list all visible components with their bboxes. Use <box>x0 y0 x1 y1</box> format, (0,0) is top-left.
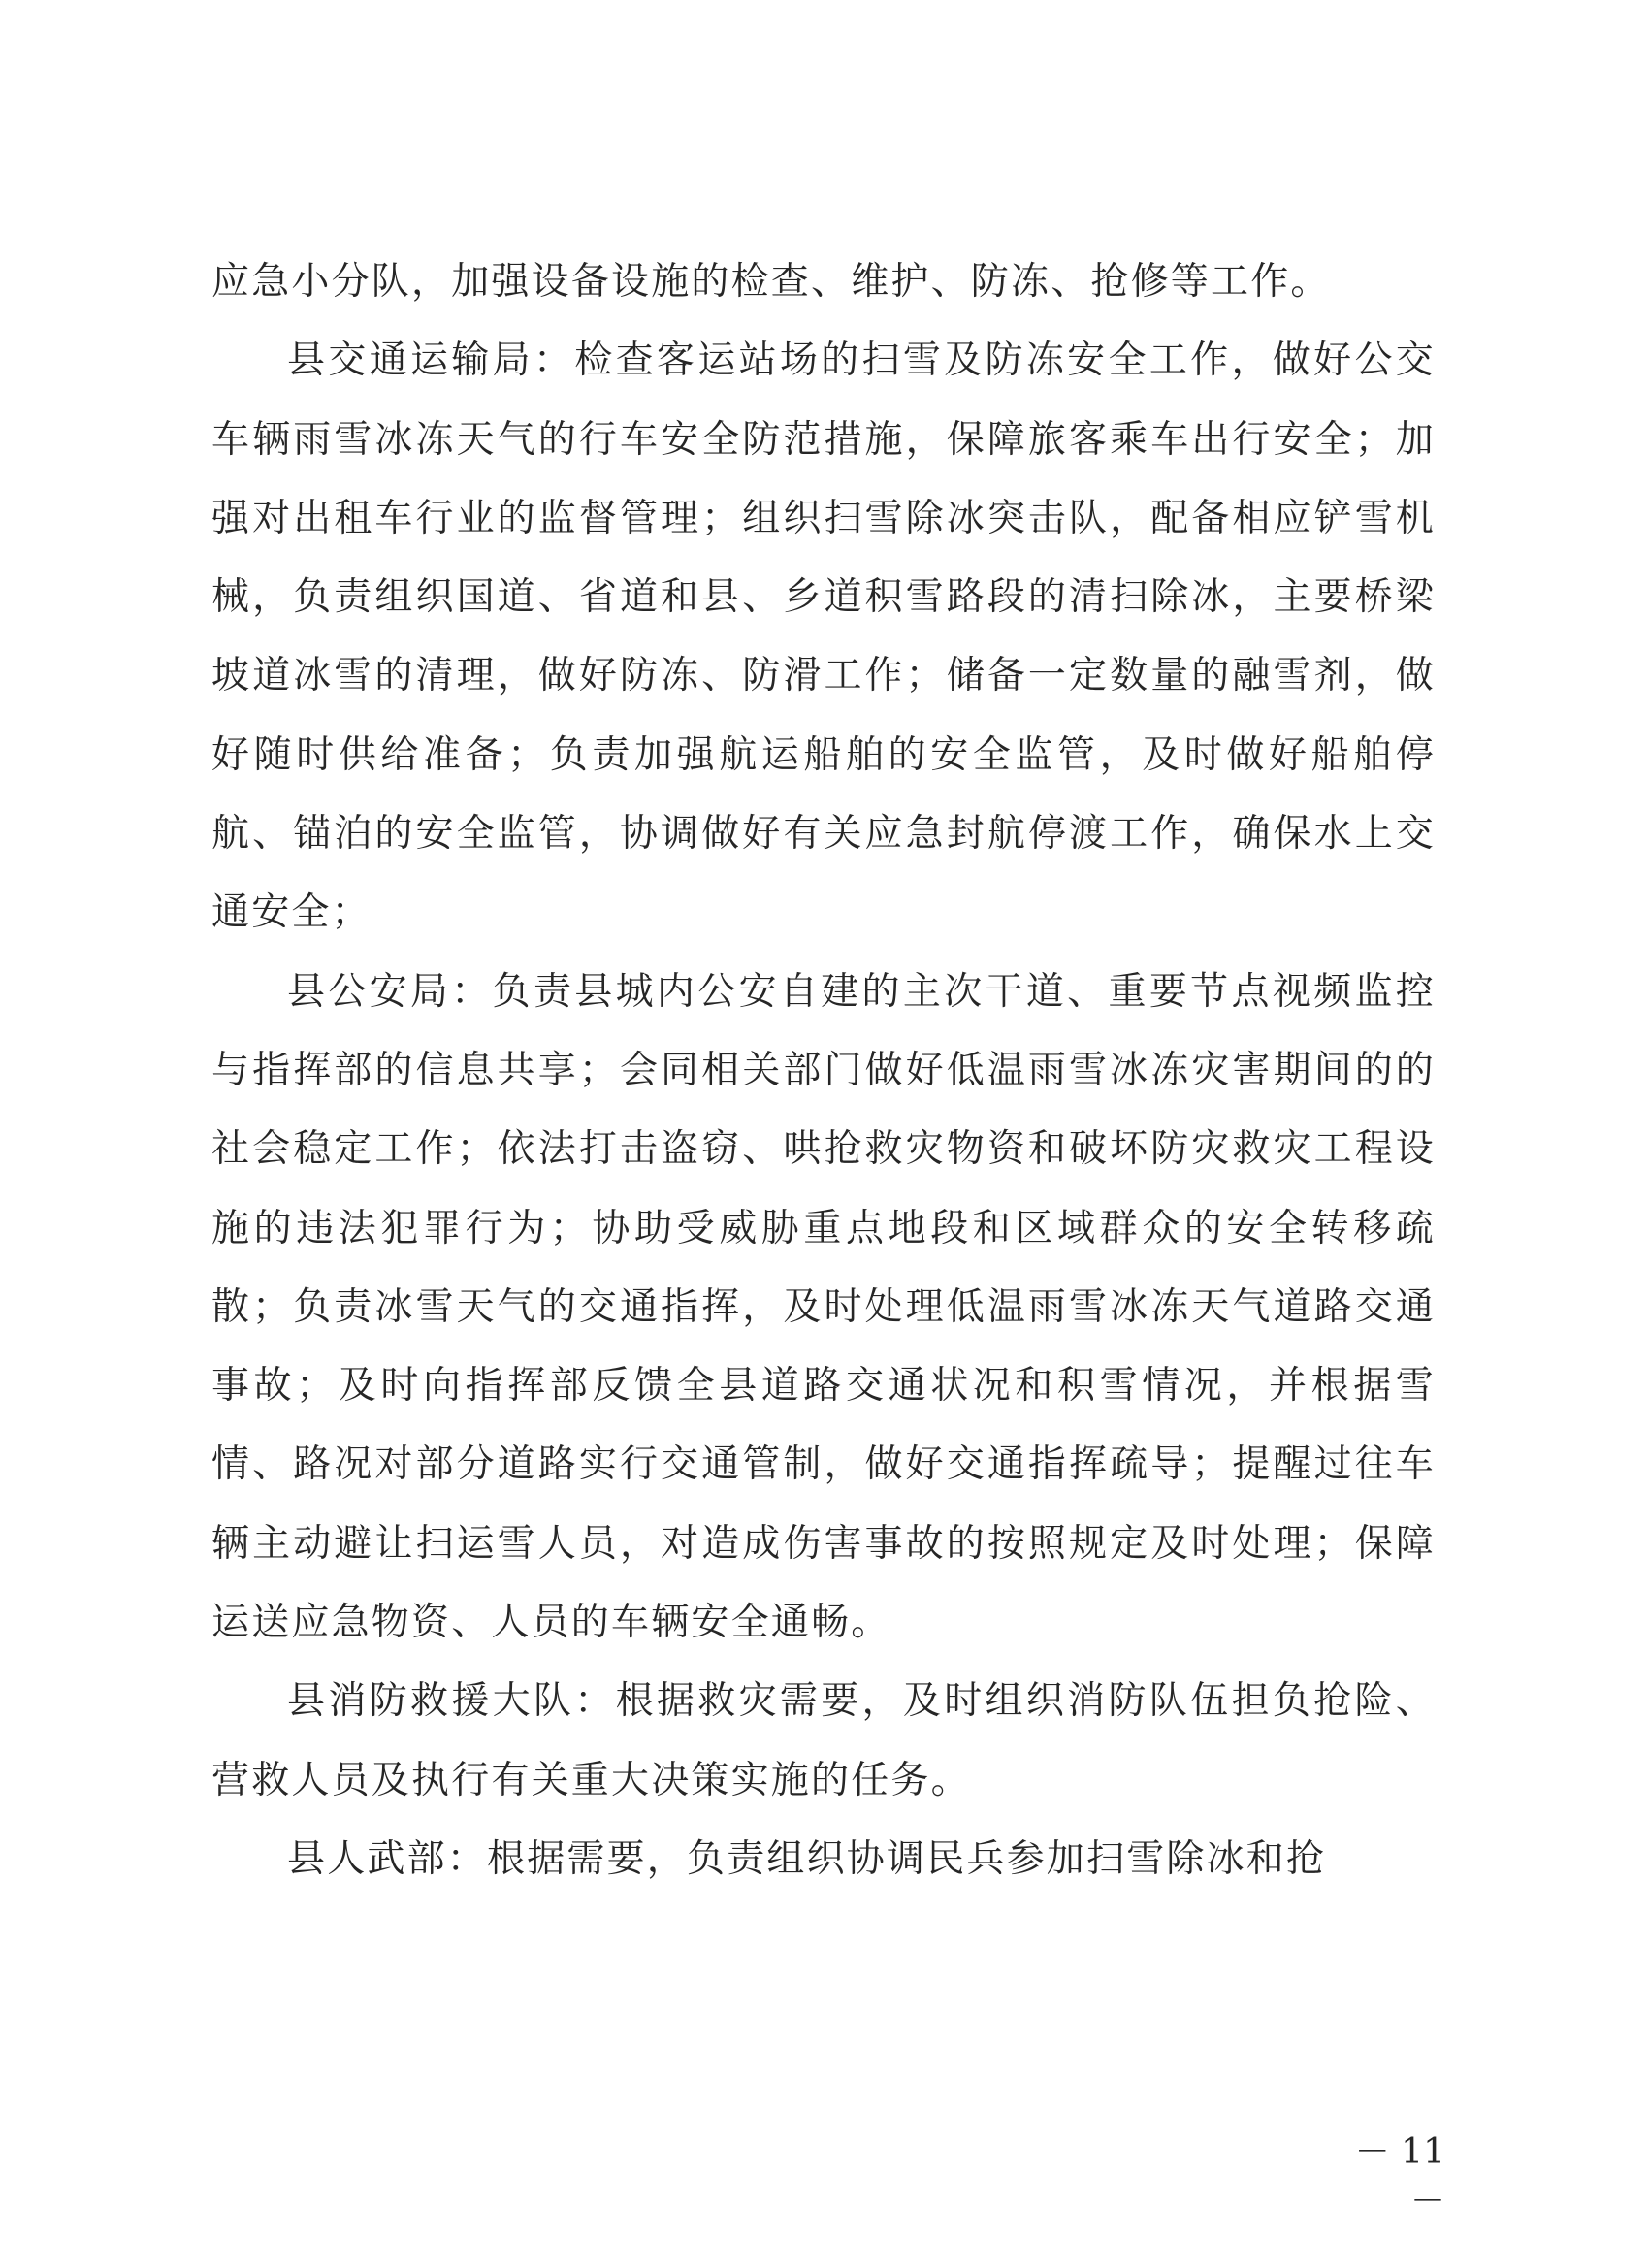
paragraph-public-security-bureau: 县公安局：负责县城内公安自建的主次干道、重要节点视频监控与指挥部的信息共享；会同相关部门做好低温雨雪冰冻灾害期间的的社会稳定工作；依法打击盗窃、哄抢救灾物资和破坏防灾救灾工程设施的违法犯罪行为；协助受威胁重点地段和区域群众的安全转移疏散；负责冰雪天气的交通指挥，及时处理低温雨雪冰冻天气道路交通事故；及时向指挥部反馈全县道路交通状况和积雪情况，并根据雪情、路况对部分道路实行交通管制，做好交通指挥疏导；提醒过往车辆主动避让扫运雪人员，对造成伤害事故的按照规定及时处理；保障运送应急物资、人员的车辆安全通畅。 <box>211 969 1436 1645</box>
paragraph-armed-forces-department: 县人武部：根据需要，负责组织协调民兵参加扫雪除冰和抢 <box>287 1836 1327 1881</box>
paragraph-transport-bureau: 县交通运输局：检查客运站场的扫雪及防冻安全工作，做好公交车辆雨雪冰冻天气的行车安全防范措施，保障旅客乘车出行安全；加强对出租车行业的监督管理；组织扫雪除冰突击队，配备相应铲雪机械，负责组织国道、省道和县、乡道积雪路段的清扫除冰，主要桥梁坡道冰雪的清理，做好防冻、防滑工作；储备一定数量的融雪剂，做好随时供给准备；负责加强航运船舶的安全监管，及时做好船舶停航、锚泊的安全监管，协调做好有关应急封航停渡工作，确保水上交通安全； <box>211 339 1436 935</box>
paragraph-fire-rescue-brigade: 县消防救援大队：根据救灾需要，及时组织消防队伍担负抢险、营救人员及执行有关重大决策实施的任务。 <box>211 1679 1436 1802</box>
document-body <box>211 243 1436 1898</box>
page-number: － 11 － <box>1354 2132 1445 2221</box>
paragraph-continuation: 应急小分队，加强设备设施的检查、维护、防冻、抢修等工作。 <box>211 260 1331 304</box>
